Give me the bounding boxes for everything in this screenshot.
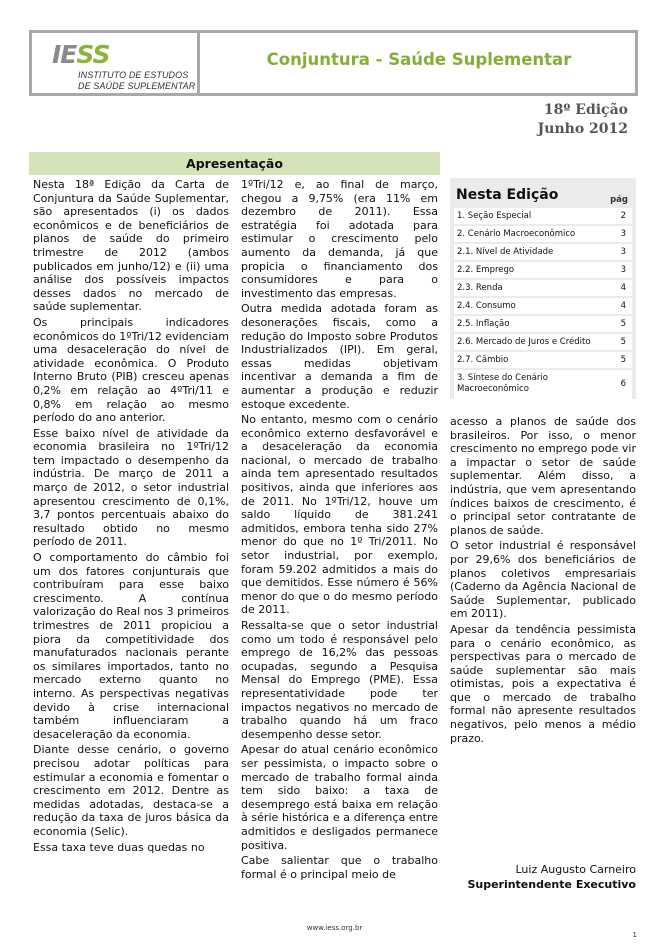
toc-item[interactable] — [454, 280, 632, 296]
toc-item-label: 2. Cenário Macroeconômico — [457, 229, 576, 239]
logo-subtitle-line2: DE SAÚDE SUPLEMENTAR — [78, 81, 196, 91]
document-title: Conjuntura - Saúde Suplementar — [266, 50, 572, 69]
toc-item-page: 4 — [620, 283, 626, 293]
toc-item[interactable] — [454, 316, 632, 332]
paragraph: No entanto, mesmo com o cenário econômico externo desfavorável e a desaceleração da economia nacional, o mercado de trabalho ainda tem apresentado resultados positivos, ainda que inferiores aos de 2011. No 1ºTri/12, houve um saldo líquido de 381.241 admitidos, embora tenha sido 27% menor do que no 1º Tri/2011. No setor industrial, por exemplo, foram 59.202 admitidos a mais do que demitidos. Esse número é 56% menor do que o do mesmo período de 2011. — [241, 413, 438, 617]
paragraph: Apesar do atual cenário econômico ser pessimista, o impacto sobre o mercado de trabalho formal ainda tem sido baixo: a taxa de desemprego está baixa em relação à série histórica e a diferença entre admitidos e desligados permanece positiva. — [241, 743, 438, 852]
signature-role: Superintendente Executivo — [467, 878, 636, 891]
toc-title: Nesta Edição — [456, 187, 559, 203]
toc-item[interactable] — [454, 244, 632, 260]
paragraph: Diante desse cenário, o governo precisou adotar políticas para estimular a economia e fomentar o crescimento em 2012. Dentre as medidas adotadas, destaca-se a redução da taxa de juros básica da economia (Selic). — [33, 743, 229, 838]
toc-item[interactable] — [454, 334, 632, 350]
paragraph: O setor industrial é responsável por 29,6% dos beneficiários de planos coletivos empresariais (Caderno da Agência Nacional de Saúde Suplementar, publicado em 2011). — [450, 539, 636, 621]
edition-info — [538, 101, 628, 139]
paragraph: Ressalta-se que o setor industrial como um todo é responsável pelo emprego de 16,2% das pessoas ocupadas, segundo a Pesquisa Mensal do Emprego (PME). Essa representatividade pode ter impactos negativos no mercado de trabalho quando há um fraco desempenho desse setor. — [241, 619, 438, 741]
toc-item-page: 6 — [620, 379, 626, 389]
signature-name: Luiz Augusto Carneiro — [515, 863, 636, 876]
section-title: Apresentação — [29, 152, 440, 175]
logo-text-accent: SS — [76, 40, 110, 69]
edition-date: Junho 2012 — [537, 121, 628, 137]
page-number: 1 — [632, 931, 637, 939]
toc-page-header: pág — [610, 195, 628, 205]
paragraph: O comportamento do câmbio foi um dos fatores conjunturais que contribuíram para esse baixo crescimento. A contínua valorização do Real nos 3 primeiros trimestres de 2011 propiciou a piora da competitividade dos manufaturados nacionais perante os similares importados, tanto no mercado externo quanto no interno. As perspectivas negativas devido à crise internacional também influenciaram a desaceleração da economia. — [33, 551, 229, 741]
toc-item[interactable] — [454, 352, 632, 368]
toc-item-page: 3 — [620, 265, 626, 275]
toc-item-label: 2.3. Renda — [457, 283, 503, 293]
edition-number: 18º Edição — [543, 102, 628, 118]
toc-item-label: 2.1. Nível de Atividade — [457, 247, 554, 257]
paragraph: Nesta 18ª Edição da Carta de Conjuntura da Saúde Suplementar, são apresentados (i) os dados econômicos e de beneficiários de planos de saúde do primeiro trimestre de 2012 (ambos publicados em junho/12) e (ii) uma análise dos possíveis impactos desses dados no mercado de saúde suplementar. — [33, 178, 229, 314]
toc-item-page: 2 — [620, 211, 626, 221]
table-of-contents — [450, 178, 636, 399]
toc-item-label: 3. Síntese do Cenário Macroeconômico — [457, 373, 548, 394]
toc-item-page: 4 — [620, 301, 626, 311]
toc-item-label: 2.2. Emprego — [457, 265, 515, 275]
footer-url[interactable]: www.iess.org.br — [306, 924, 363, 932]
paragraph: acesso a planos de saúde dos brasileiros. Por isso, o menor crescimento no emprego pode vir a impactar o setor de saúde suplementar. Além disso, a indústria, que vem apresentando índices baixos de crescimento, é o principal setor contratante de planos de saúde. — [450, 415, 636, 537]
toc-item-page: 3 — [620, 247, 626, 257]
paragraph: 1ºTri/12 e, ao final de março, chegou a 9,75% (era 11% em dezembro de 2011). Essa estratégia foi adotada para estimular o crescimento pelo aumento da demanda, já que propicia o financiamento dos consumidores e para o investimento das empresas. — [241, 178, 438, 300]
paragraph: Essa taxa teve duas quedas no — [33, 840, 205, 854]
toc-item[interactable] — [454, 226, 632, 242]
logo-subtitle-line1: INSTITUTO DE ESTUDOS — [78, 70, 189, 80]
header-box — [29, 30, 638, 96]
toc-header — [454, 182, 632, 206]
toc-item-label: 2.5. Inflação — [457, 319, 510, 329]
toc-item[interactable] — [454, 208, 632, 224]
paragraph: Esse baixo nível de atividade da economia brasileira no 1ºTri/12 tem impactado o desempenho da indústria. De março de 2011 a março de 2012, o setor industrial apresentou crescimento de 0,1%, 3,7 pontos percentuais abaixo do resultado obtido no mesmo período de 2011. — [33, 426, 229, 549]
text-column-3 — [450, 415, 636, 755]
toc-item-page: 5 — [620, 355, 626, 365]
text-column-1 — [33, 178, 229, 908]
paragraph: Outra medida adotada foram as desonerações fiscais, como a redução do Imposto sobre Produtos Industrializados (IPI). Em geral, essas medidas objetivam incentivar a demanda a fim de aumentar a produção e reduzir estoque excedente. — [241, 302, 438, 411]
logo — [32, 33, 200, 93]
logo-text: IESS — [52, 40, 110, 69]
toc-item[interactable] — [454, 370, 632, 399]
paragraph: Os principais indicadores econômicos do 1ºTri/12 evidenciam uma desaceleração do nível de atividade econômica. O Produto Interno Bruto (PIB) cresceu apenas 0,2% em relação ao 4ºTri/11 e 0,8% em relação ao mesmo período do ano anterior. — [33, 315, 229, 425]
toc-item-page: 5 — [620, 319, 626, 329]
toc-item[interactable] — [454, 298, 632, 314]
toc-item-label: 2.6. Mercado de Juros e Crédito — [457, 337, 591, 347]
paragraph: Cabe salientar que o trabalho formal é o principal meio de — [241, 854, 438, 881]
toc-item[interactable] — [454, 262, 632, 278]
toc-item-label: 2.7. Câmbio — [457, 355, 509, 365]
logo-wordmark — [52, 40, 110, 69]
paragraph: Apesar da tendência pessimista para o cenário econômico, as perspectivas para o mercado de saúde suplementar são mais otimistas, pois a expectativa é que o mercado de trabalho formal não apresente resultados negativos, pelo menos a médio prazo. — [450, 622, 636, 745]
text-column-2 — [241, 178, 438, 908]
toc-item-page: 5 — [620, 337, 626, 347]
toc-item-label: 2.4. Consumo — [457, 301, 516, 311]
toc-item-label: 1. Seção Especial — [457, 211, 532, 221]
toc-item-page: 3 — [620, 229, 626, 239]
signature-block — [467, 862, 636, 892]
